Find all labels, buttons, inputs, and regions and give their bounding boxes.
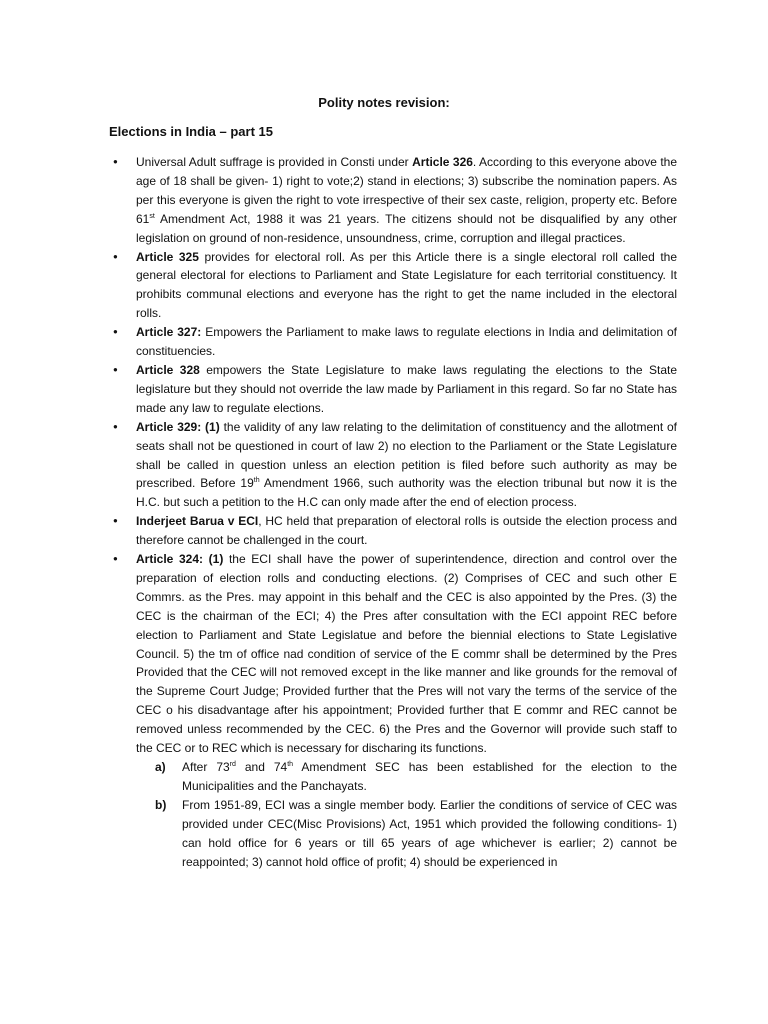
article-ref: Article 325 xyxy=(136,249,199,264)
page-title: Polity notes revision: xyxy=(318,95,450,110)
section-heading: Elections in India – part 15 xyxy=(109,124,273,139)
article-ref: Article 327: xyxy=(136,325,202,340)
sub-item-marker: a) xyxy=(155,760,166,774)
text-run: the ECI shall have the power of superintendence, direction and control over the preparation of election rolls and conducting elections. (2) Comprises of CEC and such other E Commrs. as the Pres. may appoint in this behalf and the CEC is also appointed by the Pres. (3) the CEC is the chairman of the ECI; 4) the Pres after consultation with the ECI appoint REC before election to Parliament and State Legislatue and before the biennial elections to State Legislative Council. 5) the tm of office nad condition of service of the E commr shall be determined by the Pres Provided that the CEC will not removed except in the like manner and like grounds for the removal of the Supreme Court Judge; Provided further that the Pres will not vary the terms of the service of the CEC o his disadvantage after his appointment; Provided further that E commr and REC cannot be removed unless recommended by the CEC. 6) the Pres and the Governor will provide such staff to the CEC or to REC which is necessary for discharing its functions. xyxy=(136,552,677,756)
article-ref: Article 326 xyxy=(412,155,473,169)
text-run: Amendment 1966, such authority was the election tribunal but now it is the H.C. but such a petition to the H.C can only made after the end of election process. xyxy=(136,476,677,510)
text-run: provides for electoral roll. As per this Article there is a single electoral roll called the general electoral for elections to Parliament and State Legislature for each territorial constituency. It prohibits communal elections and everyone has the right to get the name included in the electoral rolls. xyxy=(136,249,678,321)
ordinal-suffix: th xyxy=(253,477,260,485)
list-item xyxy=(109,248,677,324)
ordinal-suffix: th xyxy=(287,761,294,768)
list-item xyxy=(109,323,677,361)
text-run: Universal Adult suffrage is provided in Consti under xyxy=(136,155,413,169)
text-run: , HC held that preparation of electoral rolls is outside the election process and therefore cannot be challenged in the court. xyxy=(136,514,677,548)
article-ref: Article 329: (1) xyxy=(136,419,220,434)
text-run: From 1951-89, ECI was a single member body. Earlier the conditions of service of CEC was provided under CEC(Misc Provisions) Act, 1951 which provided the following conditions- 1) can hold office for 6 years or till 65 years of age whichever is earlier; 2) cannot be reappointed; 3) cannot hold office of profit; 4) should be experienced in xyxy=(182,797,677,869)
text-run: Amendment Act, 1988 it was 21 years. The citizens should not be disqualified by any other legislation on ground of non-residence, unsoundness, crime, corruption and illegal practices. xyxy=(136,211,677,245)
text-run: Empowers the Parliament to make laws to regulate elections in India and delimitation of constituencies. xyxy=(136,325,677,359)
text-run: Amendment SEC has been established for the election to the Municipalities and the Panchayats. xyxy=(182,760,677,793)
notes-list xyxy=(109,153,677,871)
text-run: . According to this everyone above the age of 18 shall be given- 1) right to vote;2) stand in elections; 3) subscribe the nomination papers. As per this everyone is given the right to vote irrespective of their sex caste, religion, property etc. Before 61 xyxy=(136,155,678,226)
case-ref: Inderjeet Barua v ECI xyxy=(136,514,259,529)
text-run: the validity of any law relating to the delimitation of constituency and the allotment of seats shall not be questioned in court of law 2) no election to the Parliament or the State Legislature shall be called in question unless an election petition is filed before such authority as may be prescribed. Before 19 xyxy=(136,419,678,491)
list-item xyxy=(109,361,677,418)
text-run: After 73 xyxy=(182,760,230,774)
article-ref: Article 328 xyxy=(136,362,200,377)
sub-list xyxy=(136,758,677,871)
list-item xyxy=(109,512,677,550)
ordinal-suffix: st xyxy=(149,212,155,220)
sub-item-marker: b) xyxy=(155,797,167,812)
list-item xyxy=(109,550,677,871)
article-ref: Article 324: (1) xyxy=(136,552,224,567)
list-item xyxy=(109,418,677,513)
list-item xyxy=(109,153,677,248)
text-run: and 74 xyxy=(235,760,288,774)
text-run: empowers the State Legislature to make laws regulating the elections to the State legislature but they should not override the law made by Parliament in this regard. So far no State has made any law to regulate elections. xyxy=(136,362,678,415)
sub-list-item xyxy=(136,796,677,872)
sub-list-item xyxy=(136,758,677,796)
ordinal-suffix: rd xyxy=(229,761,236,768)
